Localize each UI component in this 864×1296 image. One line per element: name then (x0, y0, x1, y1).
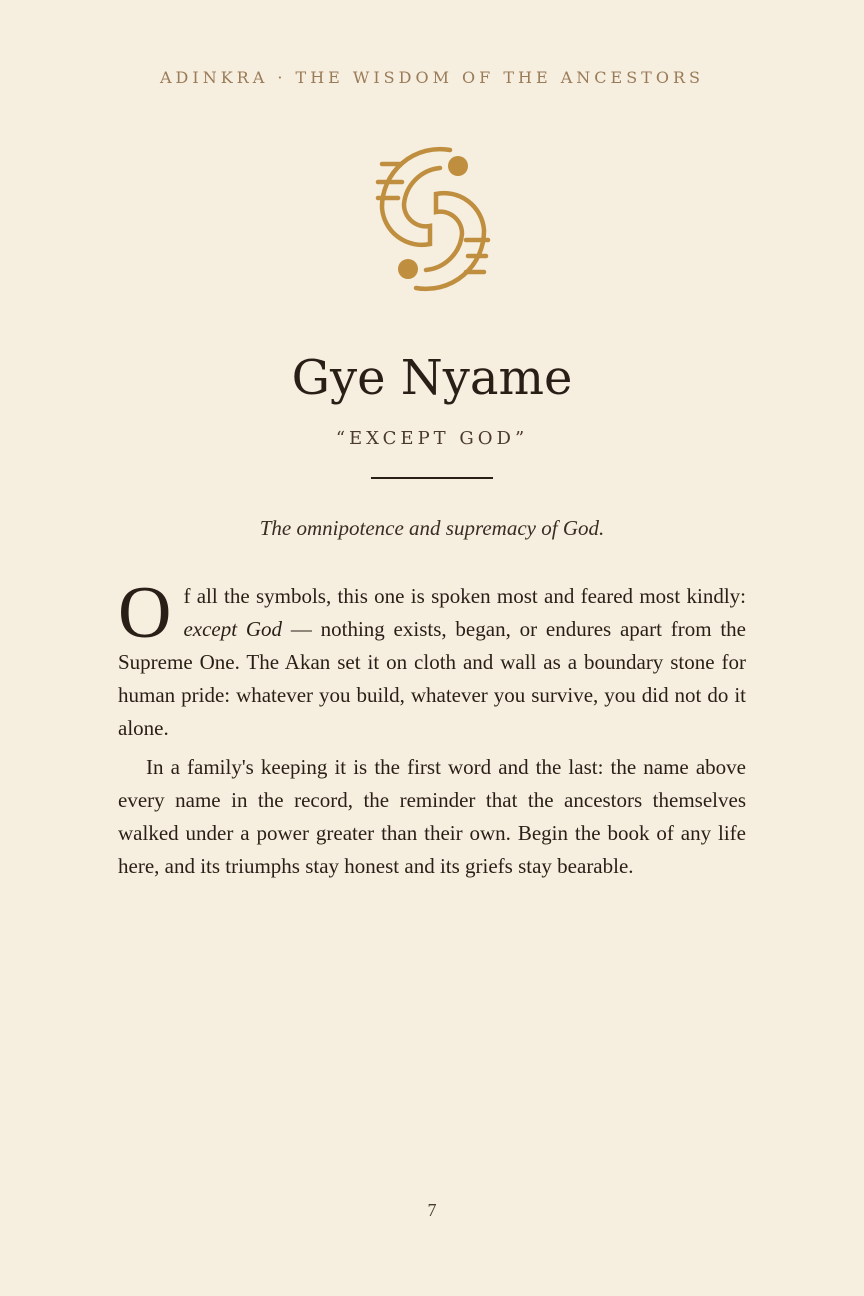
entry-translation: “EXCEPT GOD” (335, 428, 529, 449)
drop-cap: O (118, 572, 172, 654)
gye-nyame-adinkra-icon (372, 144, 494, 294)
paragraph-1-emphasis: except God (183, 617, 283, 641)
entry-title: Gye Nyame (291, 350, 573, 406)
page-number: 7 (427, 1200, 437, 1220)
paragraph-1-rest: — nothing exists, began, or endures apart from the Supreme One. The Akan set it on cloth and wall as a boundary stone for human pride: whatever you build, whatever you survive, you did not do it alone. (118, 617, 746, 740)
running-head: ADINKRA · THE WISDOM OF THE ANCESTORS (160, 68, 704, 87)
entry-meaning: The omnipotence and supremacy of God. (259, 516, 605, 540)
paragraph-1-lead: f all the symbols, this one is spoken most and feared most kindly: (183, 584, 746, 608)
entry-body (118, 572, 746, 883)
body-paragraph-1 (118, 572, 746, 745)
body-paragraph-2: In a family's keeping it is the first word and the last: the name above every name in the record, the reminder that the ancestors themselves walked under a power greater than their own. Begin the book of any life here, and its triumphs stay honest and its griefs stay bearable. (118, 755, 746, 878)
title-divider (371, 477, 493, 479)
